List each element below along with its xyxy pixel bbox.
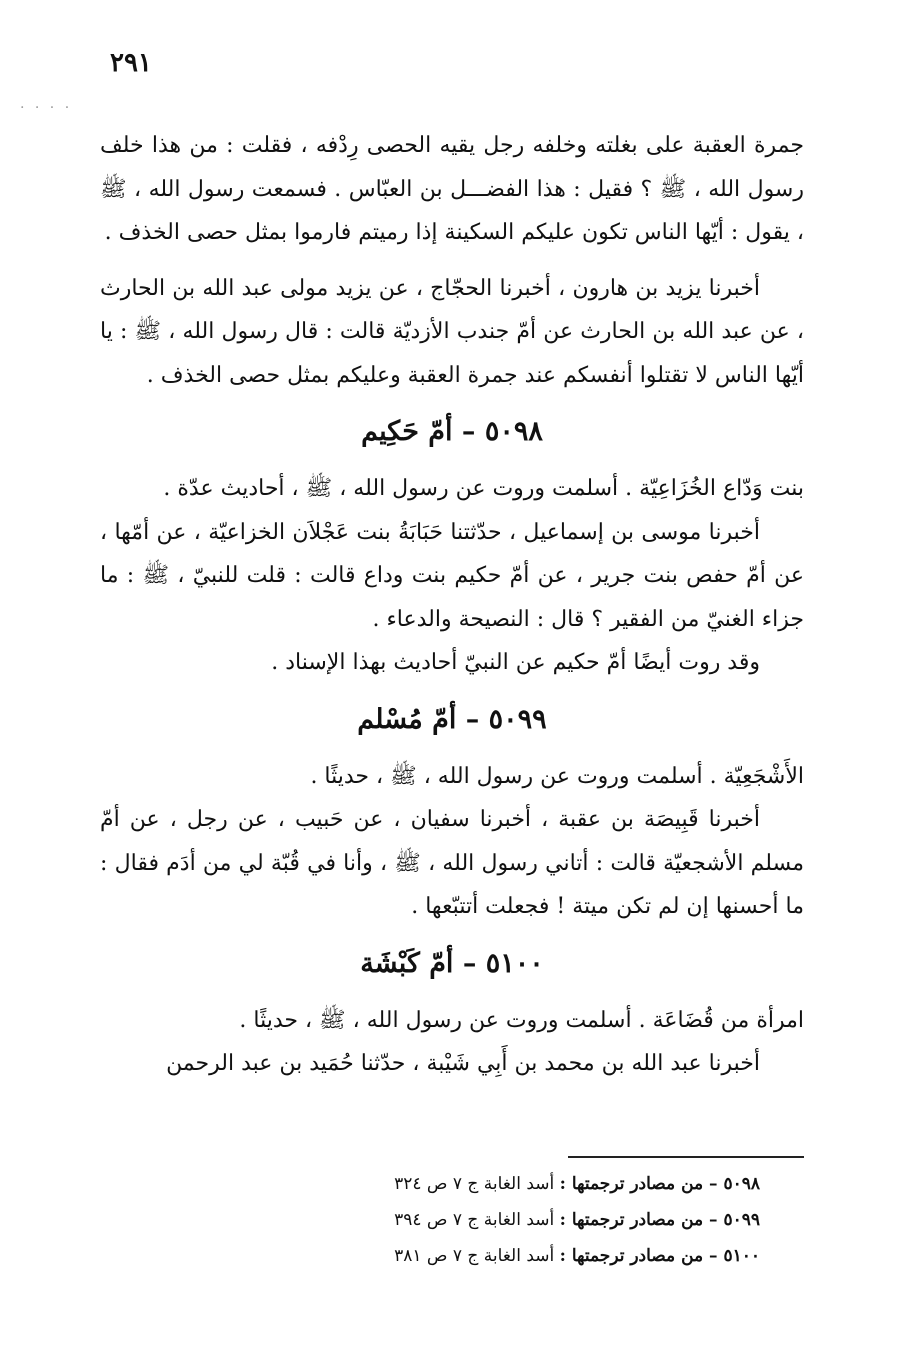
section-5098-paragraph-2: أخبرنا موسى بن إسماعيل ، حدّثتنا حَبَابَةُ بنت عَجْلاَن الخزاعيّة ، عن أمّها ، عن أمّ حفص بنت جرير ، عن أمّ حكيم بنت وداع قالت : قلت للنبيّ ، ﷺ : ما جزاء الغنيّ من الفقير ؟ قال : النصيحة والدعاء . — [100, 519, 804, 632]
footnote-label: ٥٠٩٨ – من مصادر ترجمتها : — [559, 1174, 760, 1194]
section-5100-paragraph-2: أخبرنا عبد الله بن محمد بن أَبِي شَيْبة ، حدّثنا حُمَيد بن عبد الرحمن — [166, 1051, 760, 1076]
scan-mark: . . . . — [20, 96, 73, 112]
page-number: ٢٩١ — [110, 48, 152, 78]
section-5100-paragraph-1: امرأة من قُضَاعَة . أسلمت وروت عن رسول الله ، ﷺ ، حديثًا . — [239, 1007, 804, 1033]
section-heading-5098: ٥٠٩٨ – أمّ حَكِيم — [361, 416, 543, 447]
section-heading-5100: ٥١٠٠ – أمّ كَبْشَة — [360, 947, 544, 979]
footnote-5100 — [300, 1238, 760, 1274]
section-5099-paragraph-2: أخبرنا قَبِيصَة بن عقبة ، أخبرنا سفيان ، عن حَبيب ، عن رجل ، عن أمّ مسلم الأشجعيّة قالت : أتاني رسول الله ، ﷺ ، وأنا في قُبّة لي من أدَم فقال : ما أحسنها إن لم تكن ميتة ! فجعلت أتتبّعها . — [100, 807, 804, 919]
footnote-source: أسد الغابة ج ٧ ص ٣٨١ — [394, 1246, 555, 1266]
footnote-5098 — [300, 1166, 760, 1202]
main-text — [100, 124, 804, 1086]
intro-paragraph-1: جمرة العقبة على بغلته وخلفه رجل يقيه الحصى رِدْفه ، فقلت : من هذا خلف رسول الله ، ﷺ ؟ فقيل : هذا الفضـــل بن العبّاس . فسمعت رسول الله ، ﷺ ، يقول : أيّها الناس تكون عليكم السكينة إذا رميتم فارموا بمثل حصى الخذف . — [100, 133, 804, 245]
footnote-label: ٥١٠٠ – من مصادر ترجمتها : — [559, 1246, 760, 1266]
footnote-source: أسد الغابة ج ٧ ص ٣٩٤ — [394, 1210, 555, 1230]
footnote-divider — [568, 1156, 804, 1158]
footnote-label: ٥٠٩٩ – من مصادر ترجمتها : — [559, 1210, 760, 1230]
section-5098-paragraph-3: وقد روت أيضًا أمّ حكيم عن النبيّ أحاديث بهذا الإسناد . — [271, 650, 760, 675]
section-heading-5099: ٥٠٩٩ – أمّ مُسْلم — [357, 703, 547, 735]
footnote-source: أسد الغابة ج ٧ ص ٣٢٤ — [394, 1174, 555, 1194]
footnote-5099 — [300, 1202, 760, 1238]
footnotes — [300, 1166, 760, 1274]
section-5098-paragraph-1: بنت وَدّاع الخُزَاعِيّة . أسلمت وروت عن رسول الله ، ﷺ ، أحاديث عدّة . — [163, 476, 804, 501]
intro-paragraph-2: أخبرنا يزيد بن هارون ، أخبرنا الحجّاج ، عن يزيد مولى عبد الله بن الحارث ، عن عبد الله بن الحارث عن أمّ جندب الأزديّة قالت : قال رسول الله ، ﷺ : يا أيّها الناس لا تقتلوا أنفسكم عند جمرة العقبة وعليكم بمثل حصى الخذف . — [100, 275, 804, 388]
section-5099-paragraph-1: الأَشْجَعِيّة . أسلمت وروت عن رسول الله ، ﷺ ، حديثًا . — [310, 763, 804, 789]
